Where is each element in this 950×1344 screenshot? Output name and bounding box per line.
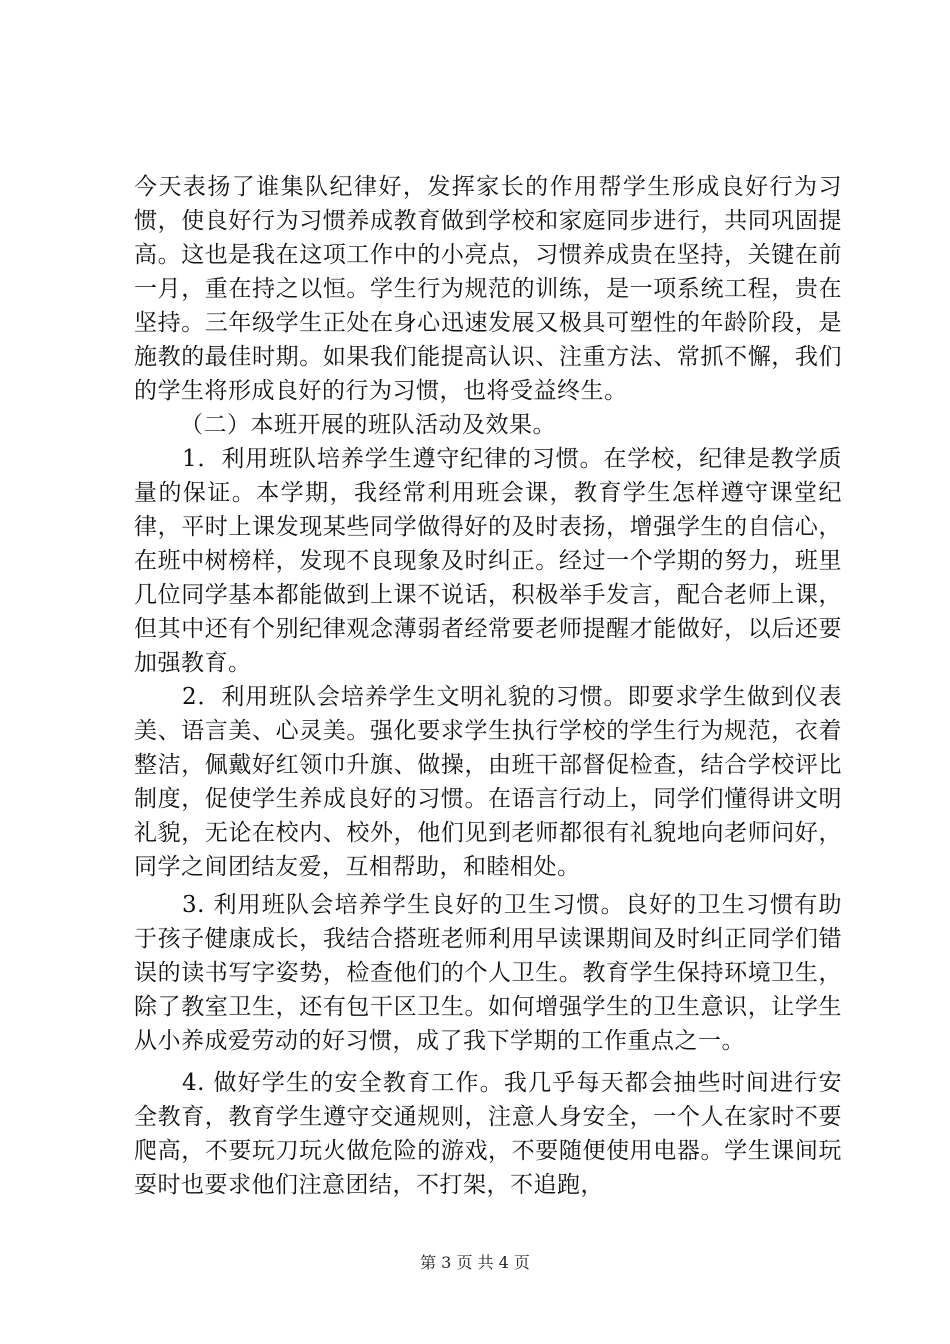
paragraph-safety: 4. 做好学生的安全教育工作。我几乎每天都会抽些时间进行安全教育，教育学生遵守交通规则，注意人身安全，一个人在家时不要爬高，不要玩刀玩火做危险的游戏，不要随便使用电器。学生课间玩耍时也要求他们注意团结，不打架，不追跑，: [134, 1070, 842, 1198]
paragraph-hygiene: 3. 利用班队会培养学生良好的卫生习惯。良好的卫生习惯有助于孩子健康成长，我结合搭班老师利用早读课期间及时纠正同学们错误的读书写字姿势，检查他们的个人卫生。教育学生保持环境卫生，除了教室卫生，还有包干区卫生。如何增强学生的卫生意识，让学生从小养成爱劳动的好习惯，成了我下学期的工作重点之一。: [134, 892, 842, 1054]
page-number-label: 第 3 页 共 4 页: [420, 1253, 530, 1272]
section-heading: （二）本班开展的班队活动及效果。: [180, 412, 556, 438]
page-footer: [0, 1250, 950, 1273]
paragraph-continuation: 今天表扬了谁集队纪律好，发挥家长的作用帮学生形成良好行为习惯，使良好行为习惯养成教育做到学校和家庭同步进行，共同巩固提高。这也是我在这项工作中的小亮点，习惯养成贵在坚持，关键在前一月，重在持之以恒。学生行为规范的训练，是一项系统工程，贵在坚持。三年级学生正处在身心迅速发展又极具可塑性的年龄阶段，是施教的最佳时期。如果我们能提高认识、注重方法、常抓不懈，我们的学生将形成良好的行为习惯，也将受益终生。: [134, 174, 842, 404]
paragraph-courtesy: 2．利用班队会培养学生文明礼貌的习惯。即要求学生做到仪表美、语言美、心灵美。强化要求学生执行学校的学生行为规范，衣着整洁，佩戴好红领巾升旗、做操，由班干部督促检查，结合学校评比制度，促使学生养成良好的习惯。在语言行动上，同学们懂得讲文明礼貌，无论在校内、校外，他们见到老师都很有礼貌地向老师问好，同学之间团结友爱，互相帮助，和睦相处。: [134, 684, 842, 880]
paragraph-discipline: 1．利用班队培养学生遵守纪律的习惯。在学校，纪律是教学质量的保证。本学期，我经常利用班会课，教育学生怎样遵守课堂纪律，平时上课发现某些同学做得好的及时表扬，增强学生的自信心，在班中树榜样，发现不良现象及时纠正。经过一个学期的努力，班里几位同学基本都能做到上课不说话，积极举手发言，配合老师上课，但其中还有个别纪律观念薄弱者经常要老师提醒才能做好，以后还要加强教育。: [134, 446, 842, 676]
document-body: [134, 170, 842, 1202]
